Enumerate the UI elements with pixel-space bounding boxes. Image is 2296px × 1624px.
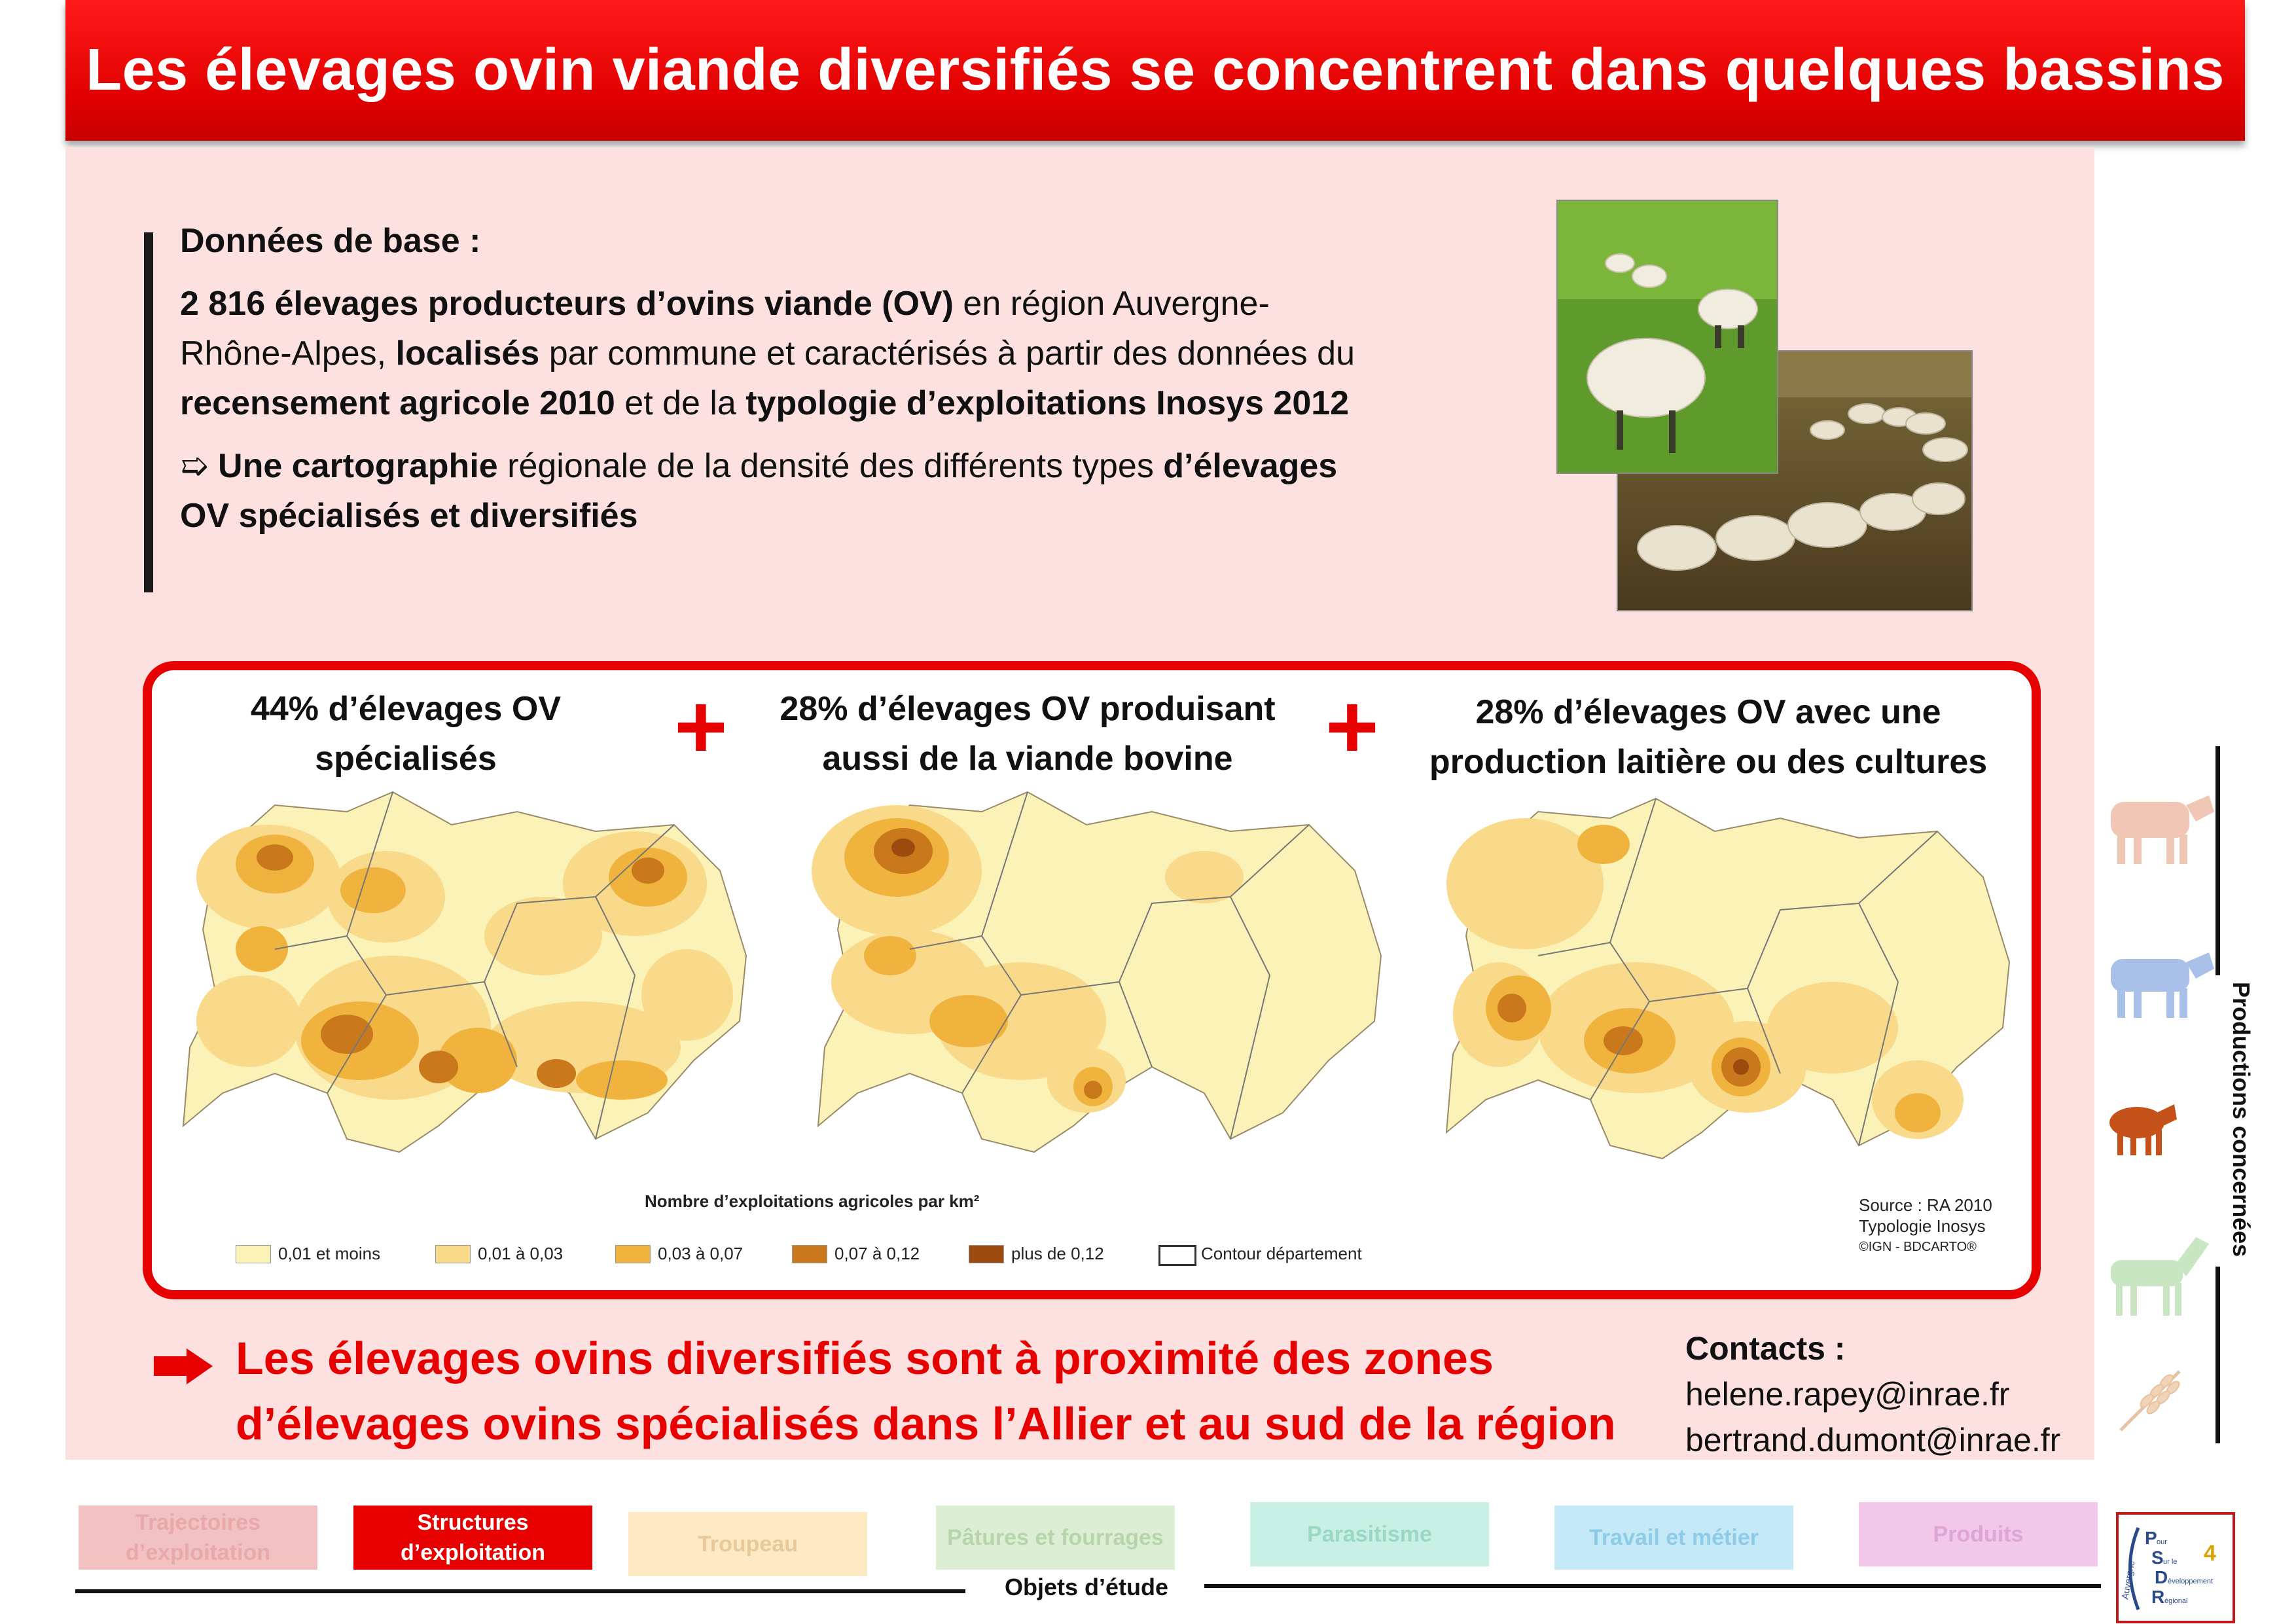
map-with-dairy-crops [1440, 792, 2022, 1185]
sheep-icon [2101, 1090, 2179, 1162]
productions-label: Productions concernées [2228, 982, 2255, 1257]
plus-sign-1: + [674, 675, 728, 778]
intro-rule [144, 232, 153, 592]
map-with-beef [812, 785, 1394, 1178]
conclusion-line-2: d’élevages ovins spécialisés dans l’Allier et au sud de la région [236, 1398, 1616, 1449]
legend-label: 0,07 à 0,12 [834, 1244, 920, 1263]
contact-email-2[interactable]: bertrand.dumont@inrae.fr [1685, 1422, 2061, 1458]
map-source [1859, 1195, 1992, 1257]
logo-letter-r: R [2151, 1587, 2165, 1607]
psdr-logo [2116, 1512, 2235, 1623]
logo-word-d: éveloppement [2168, 1578, 2214, 1585]
map1-title: 44% d’élevages OV spécialisés [250, 690, 562, 778]
legend-swatch [615, 1245, 651, 1263]
nav-item[interactable]: Structures d’exploitation [353, 1506, 592, 1570]
source-line-2: Typologie Inosys [1859, 1216, 1986, 1236]
arrow-right-icon [154, 1348, 213, 1384]
nav-rule-left [75, 1589, 965, 1593]
map-legend [236, 1244, 1446, 1270]
legend-label: 0,01 et moins [278, 1244, 381, 1263]
legend-label: plus de 0,12 [1011, 1244, 1104, 1263]
legend-swatch [969, 1245, 1004, 1263]
logo-letter-s: S [2151, 1547, 2164, 1568]
map-specialised [177, 785, 759, 1178]
logo-word-p: our [2157, 1538, 2167, 1546]
logo-side-text: Auvergne [2119, 1559, 2137, 1600]
logo-word-s: ur le [2163, 1558, 2178, 1566]
source-line-3: ©IGN - BDCARTO® [1859, 1240, 1977, 1254]
nav-item[interactable]: Produits [1859, 1502, 2098, 1566]
side-rule-top [2215, 746, 2220, 975]
nav-item[interactable]: Pâtures et fourrages [936, 1506, 1175, 1570]
nav-item[interactable]: Travail et métier [1554, 1506, 1793, 1570]
map3-title: 28% d’élevages OV avec une production laitière ou des cultures [1429, 693, 1988, 781]
sheep-meadow-photo [1556, 200, 1778, 474]
hollow-arrow-icon: ➯ [180, 447, 209, 485]
nav-label: Objets d’étude [1004, 1574, 1169, 1600]
plus-sign-2: + [1325, 675, 1379, 778]
nav-item[interactable]: Trajectoires d’exploitation [79, 1506, 317, 1570]
legend-swatch [236, 1245, 271, 1263]
legend-swatch [435, 1245, 471, 1263]
conclusion-line-1: Les élevages ovins diversifiés sont à proximité des zones [236, 1333, 1494, 1384]
contacts [1685, 1326, 2060, 1463]
logo-letter-p: P [2145, 1528, 2157, 1548]
logo-letter-d: D [2155, 1567, 2168, 1587]
legend-label: Contour département [1201, 1244, 1362, 1263]
nav-rule-right [1204, 1584, 2101, 1588]
title-banner [65, 0, 2245, 141]
side-rule-bottom [2215, 1267, 2220, 1443]
contact-email-1[interactable]: helene.rapey@inrae.fr [1685, 1376, 2010, 1413]
nav-item[interactable]: Parasitisme [1250, 1502, 1489, 1566]
intro-paragraph-2: ➯ Une cartographie régionale de la densité des différents types d’élevages OV spécialisés et diversifiés [180, 447, 1338, 535]
nav-item[interactable]: Troupeau [628, 1512, 867, 1576]
page-title: Les élevages ovin viande diversifiés se concentrent dans quelques bassins [86, 37, 2225, 103]
legend-title: Nombre d’exploitations agricoles par km² [645, 1191, 980, 1211]
horse-icon [2098, 1234, 2215, 1319]
logo-number: 4 [2204, 1541, 2216, 1566]
intro-text [180, 216, 1358, 554]
intro-heading: Données de base : [180, 222, 481, 260]
intro-paragraph-1: 2 816 élevages producteurs d’ovins viande (OV) en région Auvergne-Rhône-Alpes, localisés par commune et caractérisés à partir des données du recensement agricole 2010 et de la typologie d’exploitations Inosys 2012 [180, 285, 1355, 422]
wheat-icon [2114, 1365, 2193, 1437]
source-line-1: Source : RA 2010 [1859, 1195, 1992, 1215]
dairy-cow-icon [2098, 943, 2215, 1021]
map2-title: 28% d’élevages OV produisant aussi de la viande bovine [780, 690, 1276, 778]
beef-cattle-icon [2098, 782, 2215, 867]
legend-swatch [1158, 1245, 1196, 1266]
conclusion [236, 1326, 1676, 1456]
legend-label: 0,01 à 0,03 [478, 1244, 564, 1263]
logo-word-r: égional [2164, 1597, 2188, 1605]
legend-swatch [792, 1245, 827, 1263]
legend-label: 0,03 à 0,07 [658, 1244, 744, 1263]
contacts-heading: Contacts : [1685, 1330, 1846, 1367]
